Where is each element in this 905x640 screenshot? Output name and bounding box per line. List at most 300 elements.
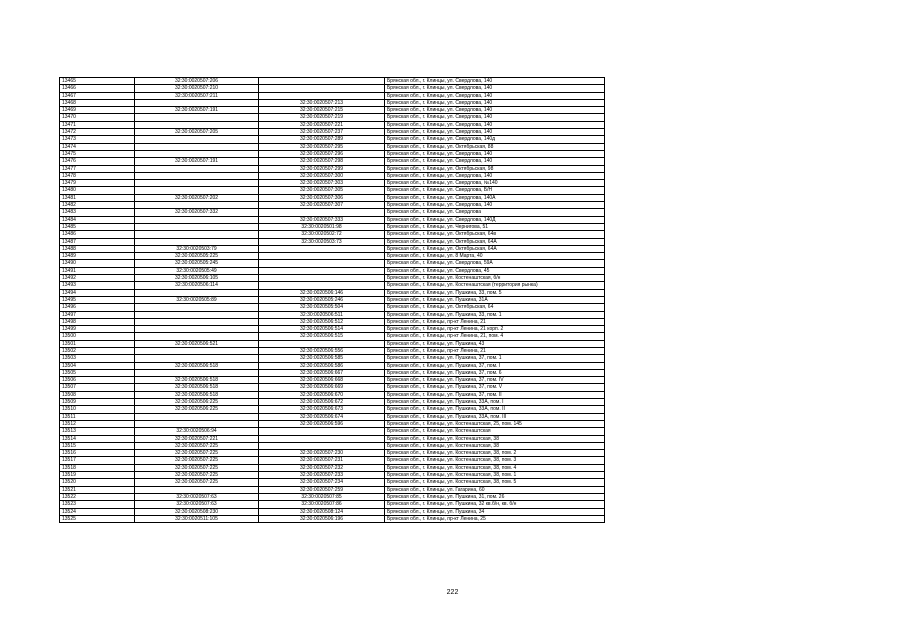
address-cell: Брянская обл., г. Клинцы, ул. Свердлова, 140 bbox=[385, 85, 605, 92]
building-number-cell: 32:30:0020506:196 bbox=[259, 515, 385, 522]
parcel-number-cell: 32:30:0020507:225 bbox=[135, 472, 259, 479]
building-number-cell: 32:30:0020506:514 bbox=[259, 326, 385, 333]
table-row bbox=[60, 114, 605, 121]
parcel-number-cell: 32:30:0020507:210 bbox=[135, 85, 259, 92]
table-row bbox=[60, 267, 605, 274]
building-number-cell: 32:30:0020507:300 bbox=[259, 172, 385, 179]
parcel-number-cell bbox=[135, 420, 259, 427]
row-number-cell: 13513 bbox=[60, 428, 135, 435]
address-cell: Брянская обл., г. Клинцы, ул. Пушкина, 37, пом. II bbox=[385, 391, 605, 398]
parcel-number-cell bbox=[135, 238, 259, 245]
address-cell: Брянская обл., г. Клинцы, ул. Октябрьская, 64А bbox=[385, 245, 605, 252]
building-number-cell: 32:30:0020507:333 bbox=[259, 216, 385, 223]
address-cell: Брянская обл., г. Клинцы, ул. 8 Марта, 40 bbox=[385, 253, 605, 260]
building-number-cell bbox=[259, 428, 385, 435]
address-cell: Брянская обл., г. Клинцы, ул. Свердлова, 140 bbox=[385, 121, 605, 128]
table-row bbox=[60, 333, 605, 340]
table-row bbox=[60, 326, 605, 333]
address-cell: Брянская обл., г. Клинцы, ул. Свердлова, 45 bbox=[385, 267, 605, 274]
address-cell: Брянская обл., г. Клинцы, ул. Свердлова, 140 bbox=[385, 150, 605, 157]
row-number-cell: 13499 bbox=[60, 326, 135, 333]
row-number-cell: 13477 bbox=[60, 165, 135, 172]
row-number-cell: 13474 bbox=[60, 143, 135, 150]
row-number-cell: 13524 bbox=[60, 508, 135, 515]
table-row bbox=[60, 318, 605, 325]
row-number-cell: 13483 bbox=[60, 209, 135, 216]
table-body bbox=[60, 78, 605, 523]
row-number-cell: 13509 bbox=[60, 399, 135, 406]
row-number-cell: 13491 bbox=[60, 267, 135, 274]
address-cell: Брянская обл., г. Клинцы, ул. Свердлова, 140 bbox=[385, 107, 605, 114]
table-row bbox=[60, 245, 605, 252]
address-cell: Брянская обл., г. Клинцы, ул. Свердлова bbox=[385, 209, 605, 216]
building-number-cell: 32:30:0020506:670 bbox=[259, 391, 385, 398]
building-number-cell: 32:30:0020506:596 bbox=[259, 420, 385, 427]
parcel-number-cell: 32:30:0020507:206 bbox=[135, 78, 259, 85]
building-number-cell: 32:30:0020506:511 bbox=[259, 311, 385, 318]
building-number-cell: 32:30:0020507:306 bbox=[259, 194, 385, 201]
parcel-number-cell: 32:30:0020505:49 bbox=[135, 267, 259, 274]
address-cell: Брянская обл., г. Клинцы, ул. Свердлова, 140 bbox=[385, 129, 605, 136]
table-row bbox=[60, 442, 605, 449]
address-cell: Брянская обл., г. Клинцы, ул. Костенаштская, б/н bbox=[385, 275, 605, 282]
row-number-cell: 13490 bbox=[60, 260, 135, 267]
table-row bbox=[60, 508, 605, 515]
building-number-cell bbox=[259, 92, 385, 99]
table-row bbox=[60, 85, 605, 92]
address-cell: Брянская обл., г. Клинцы, ул. Октябрьская, 64 bbox=[385, 304, 605, 311]
address-cell: Брянская обл., г. Клинцы, ул. Костенаштская, 38, пом. 4 bbox=[385, 464, 605, 471]
building-number-cell bbox=[259, 282, 385, 289]
parcel-number-cell bbox=[135, 150, 259, 157]
address-cell: Брянская обл., г. Клинцы, ул. Костенаштская (территория рынка) bbox=[385, 282, 605, 289]
row-number-cell: 13473 bbox=[60, 136, 135, 143]
address-cell: Брянская обл., г. Клинцы, ул. Костенаштская, 38, пом. 2 bbox=[385, 450, 605, 457]
row-number-cell: 13487 bbox=[60, 238, 135, 245]
row-number-cell: 13525 bbox=[60, 515, 135, 522]
parcel-number-cell bbox=[135, 180, 259, 187]
row-number-cell: 13466 bbox=[60, 85, 135, 92]
address-cell: Брянская обл., г. Клинцы, ул. Свердлова, 140 bbox=[385, 78, 605, 85]
building-number-cell: 32:30:0020503:73 bbox=[259, 238, 385, 245]
building-number-cell: 32:30:0020507:230 bbox=[259, 450, 385, 457]
address-cell: Брянская обл., г. Клинцы, ул. Октябрьская, 64в bbox=[385, 231, 605, 238]
table-row bbox=[60, 377, 605, 384]
building-number-cell: 32:30:0020507:298 bbox=[259, 158, 385, 165]
address-cell: Брянская обл., г. Клинцы, ул. Пушкина, 37, пом. V bbox=[385, 384, 605, 391]
table-row bbox=[60, 129, 605, 136]
parcel-number-cell bbox=[135, 99, 259, 106]
parcel-number-cell: 32:30:0020506:105 bbox=[135, 275, 259, 282]
address-cell: Брянская обл., г. Клинцы, ул. Свердлова, 140 bbox=[385, 202, 605, 209]
address-cell: Брянская обл., г. Клинцы, ул. Свердлова, 140 bbox=[385, 158, 605, 165]
address-cell: Брянская обл., г. Клинцы, ул. Костенаштская, 38, пом. 3 bbox=[385, 457, 605, 464]
row-number-cell: 13521 bbox=[60, 486, 135, 493]
address-cell: Брянская обл., г. Клинцы, ул. Пушкина, 32 кв.б/н, кв. б/н bbox=[385, 501, 605, 508]
parcel-number-cell: 32:30:0020507:63 bbox=[135, 493, 259, 500]
table-row bbox=[60, 486, 605, 493]
address-cell: Брянская обл., г. Клинцы, ул. Пушкина, 31, пом. 26 bbox=[385, 493, 605, 500]
table-row bbox=[60, 384, 605, 391]
building-number-cell: 32:30:0020507:237 bbox=[259, 129, 385, 136]
address-cell: Брянская обл., г. Клинцы, ул. Костенаштская, 38 bbox=[385, 442, 605, 449]
table-row bbox=[60, 172, 605, 179]
row-number-cell: 13519 bbox=[60, 472, 135, 479]
table-row bbox=[60, 515, 605, 522]
building-number-cell bbox=[259, 275, 385, 282]
table-row bbox=[60, 391, 605, 398]
address-cell: Брянская обл., г. Клинцы, ул. Пушкина, 37, пом. IV bbox=[385, 377, 605, 384]
table-row bbox=[60, 435, 605, 442]
parcel-number-cell: 32:30:0020507:202 bbox=[135, 194, 259, 201]
row-number-cell: 13469 bbox=[60, 107, 135, 114]
row-number-cell: 13506 bbox=[60, 377, 135, 384]
building-number-cell: 32:30:0020507:259 bbox=[259, 486, 385, 493]
table-row bbox=[60, 420, 605, 427]
row-number-cell: 13485 bbox=[60, 223, 135, 230]
row-number-cell: 13523 bbox=[60, 501, 135, 508]
address-cell: Брянская обл., г. Клинцы, ул. Октябрьская, 88 bbox=[385, 143, 605, 150]
building-number-cell: 32:30:0020507:213 bbox=[259, 99, 385, 106]
address-cell: Брянская обл., г. Клинцы, пр-кт Ленина, 21 корп. 2 bbox=[385, 326, 605, 333]
address-cell: Брянская обл., г. Клинцы, пр-кт Ленина, 25 bbox=[385, 515, 605, 522]
table-row bbox=[60, 304, 605, 311]
row-number-cell: 13510 bbox=[60, 406, 135, 413]
building-number-cell: 32:30:0020506:585 bbox=[259, 355, 385, 362]
address-cell: Брянская обл., г. Клинцы, ул. Костенаштская, 38, пом. 1 bbox=[385, 472, 605, 479]
address-cell: Брянская обл., г. Клинцы, ул. Пушкина, 34 bbox=[385, 508, 605, 515]
table-row bbox=[60, 136, 605, 143]
table-row bbox=[60, 457, 605, 464]
building-number-cell: 32:30:0020507:232 bbox=[259, 464, 385, 471]
address-cell: Брянская обл., г. Клинцы, пр-кт Ленина, 21, пом. 4 bbox=[385, 333, 605, 340]
address-cell: Брянская обл., г. Клинцы, ул. Костенаштская, 25, пом. 145 bbox=[385, 420, 605, 427]
table-row bbox=[60, 165, 605, 172]
building-number-cell: 32:30:0020507:215 bbox=[259, 107, 385, 114]
address-cell: Брянская обл., г. Клинцы, ул. Пушкина, 33А, пом. II bbox=[385, 406, 605, 413]
parcel-number-cell: 32:30:0020507:225 bbox=[135, 442, 259, 449]
table-row bbox=[60, 493, 605, 500]
address-cell: Брянская обл., г. Клинцы, ул. Свердлова, 140д bbox=[385, 136, 605, 143]
table-row bbox=[60, 187, 605, 194]
parcel-number-cell: 32:30:0020506:518 bbox=[135, 391, 259, 398]
row-number-cell: 13484 bbox=[60, 216, 135, 223]
parcel-number-cell: 32:30:0020506:225 bbox=[135, 399, 259, 406]
parcel-number-cell: 32:30:0020507:191 bbox=[135, 107, 259, 114]
row-number-cell: 13471 bbox=[60, 121, 135, 128]
address-cell: Брянская обл., г. Клинцы, ул. Свердлова, №140 bbox=[385, 180, 605, 187]
building-number-cell: 32:30:0020507:303 bbox=[259, 180, 385, 187]
table-row bbox=[60, 450, 605, 457]
row-number-cell: 13494 bbox=[60, 289, 135, 296]
row-number-cell: 13478 bbox=[60, 172, 135, 179]
building-number-cell: 32:30:0020506:668 bbox=[259, 377, 385, 384]
table-row bbox=[60, 223, 605, 230]
building-number-cell: 32:30:0020507:289 bbox=[259, 136, 385, 143]
address-cell: Брянская обл., г. Клинцы, ул. Свердлова, 140 bbox=[385, 114, 605, 121]
row-number-cell: 13520 bbox=[60, 479, 135, 486]
building-number-cell: 32:30:0020507:307 bbox=[259, 202, 385, 209]
building-number-cell: 32:30:0020507:233 bbox=[259, 472, 385, 479]
parcel-number-cell: 32:30:0020507:211 bbox=[135, 92, 259, 99]
table-row bbox=[60, 92, 605, 99]
building-number-cell: 32:30:0020505:246 bbox=[259, 296, 385, 303]
row-number-cell: 13476 bbox=[60, 158, 135, 165]
building-number-cell: 32:30:0020508:124 bbox=[259, 508, 385, 515]
row-number-cell: 13516 bbox=[60, 450, 135, 457]
building-number-cell: 32:30:0020507:299 bbox=[259, 165, 385, 172]
table-row bbox=[60, 472, 605, 479]
building-number-cell bbox=[259, 260, 385, 267]
row-number-cell: 13465 bbox=[60, 78, 135, 85]
table-row bbox=[60, 260, 605, 267]
parcel-number-cell: 32:30:0020506:518 bbox=[135, 384, 259, 391]
address-cell: Брянская обл., г. Клинцы, ул. Свердлова, 140 bbox=[385, 172, 605, 179]
address-cell: Брянская обл., г. Клинцы, ул. Пушкина, 31А bbox=[385, 296, 605, 303]
table-row bbox=[60, 311, 605, 318]
row-number-cell: 13488 bbox=[60, 245, 135, 252]
building-number-cell: 32:30:0020506:673 bbox=[259, 406, 385, 413]
row-number-cell: 13497 bbox=[60, 311, 135, 318]
row-number-cell: 13505 bbox=[60, 369, 135, 376]
table-row bbox=[60, 275, 605, 282]
building-number-cell: 32:30:0020507:295 bbox=[259, 143, 385, 150]
parcel-number-cell: 32:30:0020506:114 bbox=[135, 282, 259, 289]
table-row bbox=[60, 399, 605, 406]
address-cell: Брянская обл., г. Клинцы, ул. Свердлова, 140А bbox=[385, 194, 605, 201]
table-row bbox=[60, 428, 605, 435]
address-cell: Брянская обл., г. Клинцы, ул. Костенаштская, 38, пом. 5 bbox=[385, 479, 605, 486]
row-number-cell: 13514 bbox=[60, 435, 135, 442]
table-row bbox=[60, 282, 605, 289]
row-number-cell: 13486 bbox=[60, 231, 135, 238]
parcel-number-cell: 32:30:0020506:521 bbox=[135, 340, 259, 347]
table-row bbox=[60, 107, 605, 114]
address-cell: Брянская обл., г. Клинцы, ул. Пушкина, 33, пом. 1 bbox=[385, 311, 605, 318]
row-number-cell: 13515 bbox=[60, 442, 135, 449]
parcel-number-cell: 32:30:0020507:191 bbox=[135, 158, 259, 165]
table-row bbox=[60, 99, 605, 106]
parcel-number-cell: 32:30:0020508:230 bbox=[135, 508, 259, 515]
address-cell: Брянская обл., г. Клинцы, пр-кт Ленина, 21 bbox=[385, 347, 605, 354]
table-row bbox=[60, 501, 605, 508]
building-number-cell: 32:30:0020507:221 bbox=[259, 121, 385, 128]
row-number-cell: 13504 bbox=[60, 362, 135, 369]
table-row bbox=[60, 238, 605, 245]
address-cell: Брянская обл., г. Клинцы, ул. Свердлова, 140 bbox=[385, 99, 605, 106]
building-number-cell bbox=[259, 435, 385, 442]
parcel-number-cell: 32:30:0020507:225 bbox=[135, 479, 259, 486]
row-number-cell: 13493 bbox=[60, 282, 135, 289]
table-row bbox=[60, 158, 605, 165]
parcel-number-cell: 32:30:0020507:221 bbox=[135, 435, 259, 442]
row-number-cell: 13475 bbox=[60, 150, 135, 157]
row-number-cell: 13482 bbox=[60, 202, 135, 209]
parcel-number-cell: 32:30:0020505:89 bbox=[135, 296, 259, 303]
address-cell: Брянская обл., г. Клинцы, ул. Костенаштская bbox=[385, 428, 605, 435]
table-row bbox=[60, 209, 605, 216]
building-number-cell bbox=[259, 442, 385, 449]
parcel-number-cell bbox=[135, 187, 259, 194]
document-table-container bbox=[59, 77, 605, 523]
address-cell: Брянская обл., г. Клинцы, ул. Пушкина, 37, пом. 6 bbox=[385, 369, 605, 376]
address-cell: Брянская обл., г. Клинцы, ул. Пушкина, 33А, пом. III bbox=[385, 413, 605, 420]
building-number-cell: 32:30:0020507:305 bbox=[259, 187, 385, 194]
parcel-number-cell bbox=[135, 326, 259, 333]
parcel-number-cell bbox=[135, 114, 259, 121]
building-number-cell bbox=[259, 78, 385, 85]
address-cell: Брянская обл., г. Клинцы, ул. Пушкина, 33А, пом. I bbox=[385, 399, 605, 406]
building-number-cell: 32:30:0020507:219 bbox=[259, 114, 385, 121]
table-row bbox=[60, 355, 605, 362]
parcel-number-cell bbox=[135, 311, 259, 318]
table-row bbox=[60, 406, 605, 413]
parcel-number-cell bbox=[135, 486, 259, 493]
address-cell: Брянская обл., г. Клинцы, ул. Октябрьская, 64А bbox=[385, 238, 605, 245]
address-cell: Брянская обл., г. Клинцы, ул. Пушкина, 33, пом. 5 bbox=[385, 289, 605, 296]
row-number-cell: 13472 bbox=[60, 129, 135, 136]
building-number-cell: 32:30:0020507:296 bbox=[259, 150, 385, 157]
parcel-number-cell bbox=[135, 413, 259, 420]
row-number-cell: 13500 bbox=[60, 333, 135, 340]
parcel-number-cell: 32:30:0020505:245 bbox=[135, 260, 259, 267]
address-cell: Брянская обл., г. Клинцы, ул. Свердлова, Б/Н bbox=[385, 187, 605, 194]
parcel-number-cell: 32:30:0020506:518 bbox=[135, 377, 259, 384]
table-row bbox=[60, 202, 605, 209]
parcel-number-cell: 32:30:0020506:94 bbox=[135, 428, 259, 435]
row-number-cell: 13495 bbox=[60, 296, 135, 303]
building-number-cell: 32:30:0020502:72 bbox=[259, 231, 385, 238]
parcel-number-cell bbox=[135, 143, 259, 150]
building-number-cell: 32:30:0020506:586 bbox=[259, 362, 385, 369]
parcel-number-cell bbox=[135, 136, 259, 143]
parcel-number-cell: 32:30:0020506:518 bbox=[135, 362, 259, 369]
parcel-number-cell: 32:30:0020507:225 bbox=[135, 464, 259, 471]
parcel-number-cell bbox=[135, 355, 259, 362]
address-cell: Брянская обл., г. Клинцы, ул. Свердлова, 140 bbox=[385, 92, 605, 99]
building-number-cell: 32:30:0020506:515 bbox=[259, 333, 385, 340]
building-number-cell: 32:30:0020507:85 bbox=[259, 493, 385, 500]
table-row bbox=[60, 479, 605, 486]
address-cell: Брянская обл., г. Клинцы, ул. Октябрьская, 98 bbox=[385, 165, 605, 172]
building-number-cell bbox=[259, 267, 385, 274]
parcel-number-cell bbox=[135, 121, 259, 128]
row-number-cell: 13518 bbox=[60, 464, 135, 471]
parcel-number-cell bbox=[135, 347, 259, 354]
building-number-cell: 32:30:0020507:234 bbox=[259, 479, 385, 486]
row-number-cell: 13511 bbox=[60, 413, 135, 420]
parcel-number-cell: 32:30:0020507:225 bbox=[135, 450, 259, 457]
row-number-cell: 13480 bbox=[60, 187, 135, 194]
table-row bbox=[60, 121, 605, 128]
table-row bbox=[60, 216, 605, 223]
address-cell: Брянская обл., г. Клинцы, ул. Чернигова, 51 bbox=[385, 223, 605, 230]
parcel-number-cell: 32:30:0020507:63 bbox=[135, 501, 259, 508]
table-row bbox=[60, 413, 605, 420]
table-row bbox=[60, 231, 605, 238]
row-number-cell: 13522 bbox=[60, 493, 135, 500]
address-cell: Брянская обл., г. Клинцы, ул. Костенаштская, 38 bbox=[385, 435, 605, 442]
row-number-cell: 13470 bbox=[60, 114, 135, 121]
parcel-number-cell bbox=[135, 223, 259, 230]
building-number-cell: 32:30:0020507:86 bbox=[259, 501, 385, 508]
parcel-number-cell bbox=[135, 202, 259, 209]
building-number-cell: 32:30:0020506:556 bbox=[259, 347, 385, 354]
address-cell: Брянская обл., г. Клинцы, ул. Гагарина, 60 bbox=[385, 486, 605, 493]
table-row bbox=[60, 180, 605, 187]
parcel-number-cell bbox=[135, 231, 259, 238]
building-number-cell: 32:30:0020506:667 bbox=[259, 369, 385, 376]
row-number-cell: 13467 bbox=[60, 92, 135, 99]
building-number-cell: 32:30:0020506:674 bbox=[259, 413, 385, 420]
building-number-cell: 32:30:0020501:98 bbox=[259, 223, 385, 230]
address-cell: Брянская обл., г. Клинцы, ул. Свердлова, 140Д bbox=[385, 216, 605, 223]
row-number-cell: 13508 bbox=[60, 391, 135, 398]
table-row bbox=[60, 78, 605, 85]
address-cell: Брянская обл., г. Клинцы, ул. Пушкина, 37, пом. I bbox=[385, 362, 605, 369]
page-number: 222 bbox=[446, 589, 459, 596]
parcel-number-cell: 32:30:0020507:332 bbox=[135, 209, 259, 216]
table-row bbox=[60, 464, 605, 471]
address-cell: Брянская обл., г. Клинцы, ул. Пушкина, 43 bbox=[385, 340, 605, 347]
parcel-number-cell: 32:30:0020506:225 bbox=[135, 406, 259, 413]
table-row bbox=[60, 143, 605, 150]
row-number-cell: 13517 bbox=[60, 457, 135, 464]
building-number-cell: 32:30:0020506:512 bbox=[259, 318, 385, 325]
address-cell: Брянская обл., г. Клинцы, пр-кт Ленина, 21 bbox=[385, 318, 605, 325]
cadastral-table bbox=[59, 77, 605, 523]
row-number-cell: 13512 bbox=[60, 420, 135, 427]
table-row bbox=[60, 253, 605, 260]
parcel-number-cell bbox=[135, 172, 259, 179]
table-row bbox=[60, 362, 605, 369]
building-number-cell: 32:30:0020506:669 bbox=[259, 384, 385, 391]
address-cell: Брянская обл., г. Клинцы, ул. Свердлова, 59А bbox=[385, 260, 605, 267]
building-number-cell bbox=[259, 209, 385, 216]
table-row bbox=[60, 369, 605, 376]
row-number-cell: 13498 bbox=[60, 318, 135, 325]
building-number-cell bbox=[259, 253, 385, 260]
parcel-number-cell bbox=[135, 165, 259, 172]
row-number-cell: 13492 bbox=[60, 275, 135, 282]
row-number-cell: 13502 bbox=[60, 347, 135, 354]
parcel-number-cell: 32:30:0020507:205 bbox=[135, 129, 259, 136]
row-number-cell: 13496 bbox=[60, 304, 135, 311]
parcel-number-cell bbox=[135, 318, 259, 325]
table-row bbox=[60, 340, 605, 347]
building-number-cell: 32:30:0020506:672 bbox=[259, 399, 385, 406]
table-row bbox=[60, 289, 605, 296]
building-number-cell: 32:30:0020506:146 bbox=[259, 289, 385, 296]
row-number-cell: 13481 bbox=[60, 194, 135, 201]
row-number-cell: 13501 bbox=[60, 340, 135, 347]
row-number-cell: 13489 bbox=[60, 253, 135, 260]
table-row bbox=[60, 347, 605, 354]
building-number-cell bbox=[259, 85, 385, 92]
address-cell: Брянская обл., г. Клинцы, ул. Пушкина, 37, пом. 1 bbox=[385, 355, 605, 362]
parcel-number-cell bbox=[135, 289, 259, 296]
table-row bbox=[60, 194, 605, 201]
building-number-cell: 32:30:0020505:504 bbox=[259, 304, 385, 311]
building-number-cell bbox=[259, 245, 385, 252]
row-number-cell: 13479 bbox=[60, 180, 135, 187]
parcel-number-cell bbox=[135, 333, 259, 340]
row-number-cell: 13503 bbox=[60, 355, 135, 362]
parcel-number-cell bbox=[135, 216, 259, 223]
row-number-cell: 13507 bbox=[60, 384, 135, 391]
parcel-number-cell bbox=[135, 304, 259, 311]
parcel-number-cell: 32:30:0020507:225 bbox=[135, 457, 259, 464]
